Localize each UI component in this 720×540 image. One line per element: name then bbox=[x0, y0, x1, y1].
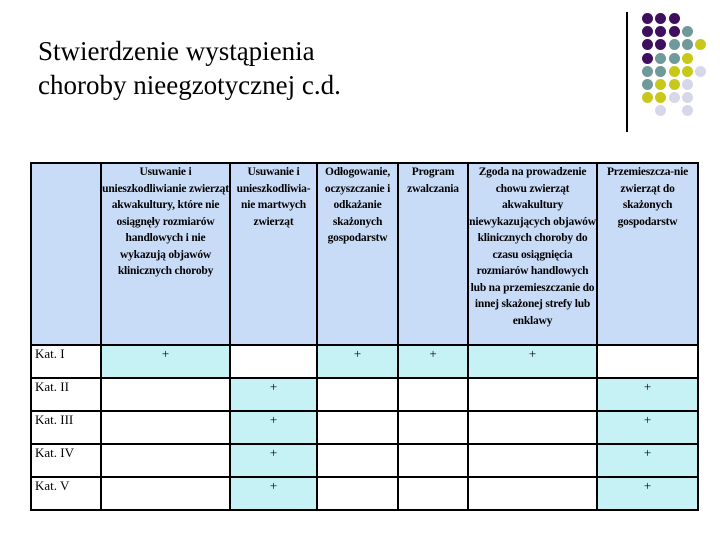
decorative-dot bbox=[655, 13, 666, 24]
decorative-dot bbox=[682, 92, 693, 103]
decorative-dot bbox=[642, 53, 653, 64]
decorative-dot bbox=[682, 66, 693, 77]
decorative-dot bbox=[655, 105, 666, 116]
decorative-divider bbox=[626, 12, 628, 132]
table-row bbox=[31, 345, 698, 378]
table-cell: + bbox=[468, 345, 597, 378]
table-cell bbox=[317, 477, 398, 510]
decorative-dot bbox=[669, 66, 680, 77]
decorative-dot bbox=[669, 26, 680, 37]
decorative-dot bbox=[655, 92, 666, 103]
table-cell bbox=[468, 411, 597, 444]
table-row bbox=[31, 477, 698, 510]
slide-title bbox=[38, 34, 341, 102]
decorative-dot bbox=[655, 26, 666, 37]
table-cell bbox=[317, 444, 398, 477]
decorative-dot bbox=[655, 66, 666, 77]
table-cell: + bbox=[597, 444, 698, 477]
header-cell: Odłogowanie, oczyszczanie i odkażanie skażonych gospodarstw bbox=[317, 163, 398, 345]
decorative-dot bbox=[695, 39, 706, 50]
decorative-dot bbox=[695, 66, 706, 77]
header-cell: Zgoda na prowadzenie chowu zwierząt akwakultury niewykazujących objawów klinicznych choroby do czasu osiągnięcia rozmiarów handlowych lub na przemieszczanie do innej skażonej strefy lub enklawy bbox=[468, 163, 597, 345]
decorative-dot bbox=[655, 53, 666, 64]
table-cell: + bbox=[597, 411, 698, 444]
table-cell: + bbox=[230, 477, 317, 510]
row-label: Kat. II bbox=[31, 378, 101, 411]
decorative-dot bbox=[642, 13, 653, 24]
table-cell bbox=[398, 378, 468, 411]
table-cell bbox=[398, 477, 468, 510]
title-line-1: Stwierdzenie wystąpienia bbox=[38, 36, 315, 66]
table-cell: + bbox=[230, 378, 317, 411]
header-cell: Przemieszcza-nie zwierząt do skażonych gospodarstw bbox=[597, 163, 698, 345]
decorative-dot bbox=[655, 39, 666, 50]
decorative-dot bbox=[682, 53, 693, 64]
row-label: Kat. V bbox=[31, 477, 101, 510]
row-label: Kat. IV bbox=[31, 444, 101, 477]
table-cell bbox=[317, 378, 398, 411]
table-header-row bbox=[31, 163, 698, 345]
table-row bbox=[31, 444, 698, 477]
table-row bbox=[31, 411, 698, 444]
decorative-dot bbox=[642, 26, 653, 37]
decorative-dot bbox=[655, 79, 666, 90]
decorative-dot bbox=[642, 66, 653, 77]
table-cell bbox=[101, 378, 230, 411]
decorative-dot bbox=[669, 92, 680, 103]
table-cell bbox=[101, 411, 230, 444]
decorative-dot bbox=[669, 79, 680, 90]
table-cell: + bbox=[230, 444, 317, 477]
table-cell: + bbox=[317, 345, 398, 378]
table-cell bbox=[398, 444, 468, 477]
header-cell: Usuwanie i unieszkodliwianie zwierząt akwakultury, które nie osiągnęły rozmiarów handlowych i nie wykazują objawów klinicznych choroby bbox=[101, 163, 230, 345]
decorative-dot bbox=[669, 13, 680, 24]
header-cell: Program zwalczania bbox=[398, 163, 468, 345]
table-cell: + bbox=[101, 345, 230, 378]
table-cell bbox=[317, 411, 398, 444]
table-cell bbox=[597, 345, 698, 378]
decorative-dot bbox=[682, 26, 693, 37]
row-label: Kat. III bbox=[31, 411, 101, 444]
row-label: Kat. I bbox=[31, 345, 101, 378]
table-cell: + bbox=[230, 411, 317, 444]
title-line-2: choroby nieegzotycznej c.d. bbox=[38, 70, 341, 100]
table-cell: + bbox=[597, 477, 698, 510]
table-cell bbox=[101, 444, 230, 477]
table-cell: + bbox=[398, 345, 468, 378]
table-cell bbox=[398, 411, 468, 444]
decorative-dot bbox=[682, 79, 693, 90]
decorative-dot bbox=[642, 39, 653, 50]
decorative-dot bbox=[682, 105, 693, 116]
table-cell bbox=[101, 477, 230, 510]
table-cell bbox=[468, 378, 597, 411]
decorative-dot bbox=[642, 79, 653, 90]
header-cell: Usuwanie i unieszkodliwia-nie martwych zwierząt bbox=[230, 163, 317, 345]
decorative-dot bbox=[669, 39, 680, 50]
disease-measures-table bbox=[30, 162, 699, 511]
decorative-dot bbox=[642, 92, 653, 103]
table-cell bbox=[468, 477, 597, 510]
table-cell: + bbox=[597, 378, 698, 411]
table-cell bbox=[468, 444, 597, 477]
table-row bbox=[31, 378, 698, 411]
decorative-dot bbox=[682, 39, 693, 50]
header-cell-empty bbox=[31, 163, 101, 345]
table-cell bbox=[230, 345, 317, 378]
decorative-dot bbox=[669, 53, 680, 64]
